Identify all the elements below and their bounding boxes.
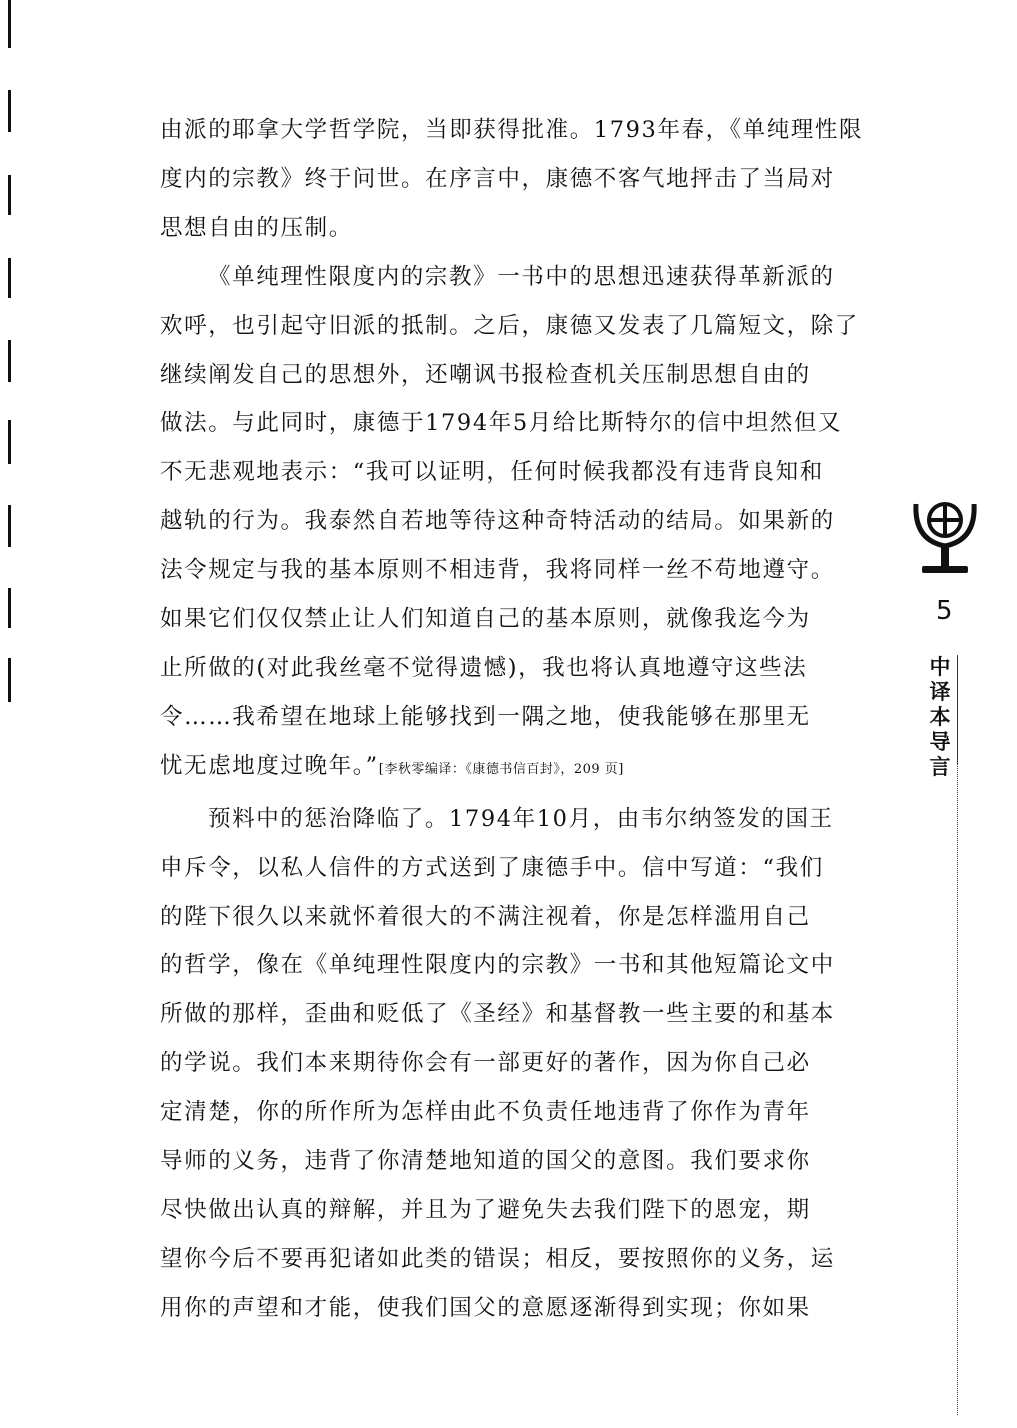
binding-mark [8, 0, 11, 48]
running-title-char: 译 [929, 680, 951, 704]
paragraph [160, 795, 865, 1333]
text-line: 不无悲观地表示：“我可以证明，任何时候我都没有违背良知和 [160, 459, 824, 486]
binding-mark [8, 340, 11, 382]
margin-dotted-rule [957, 655, 958, 1415]
text-line: 做法。与此同时，康德于1794年5月给比斯特尔的信中坦然但又 [160, 410, 843, 437]
citation: [李秋零编译：《康德书信百封》，209 页] [378, 761, 624, 777]
binding-mark [8, 420, 11, 464]
binding-mark [8, 90, 11, 132]
text-line: 欢呼，也引起守旧派的抵制。之后，康德又发表了几篇短文，除了 [160, 312, 859, 339]
running-title-char: 言 [929, 755, 951, 779]
text-line: 《单纯理性限度内的宗教》一书中的思想迅速获得革新派的 [208, 263, 835, 290]
page-number: 5 [936, 596, 953, 626]
text-line: 思想自由的压制。 [160, 214, 353, 241]
text-line: 用你的声望和才能，使我们国父的意愿逐渐得到实现；你如果 [160, 1294, 811, 1321]
binding-mark [8, 258, 11, 298]
text-line-body: 忧无虑地度过晚年。” [160, 752, 379, 779]
text-line: 继续阐发自己的思想外，还嘲讽书报检查机关压制思想自由的 [160, 361, 811, 388]
text-line: 法令规定与我的基本原则不相违背，我将同样一丝不苟地遵守。 [160, 557, 835, 584]
text-line: 定清楚，你的所作所为怎样由此不负责任地违背了你作为青年 [160, 1099, 811, 1126]
text-line: 如果它们仅仅禁止让人们知道自己的基本原则，就像我迄今为 [160, 606, 811, 633]
text-line: 令……我希望在地球上能够找到一隅之地，使我能够在那里无 [160, 703, 811, 730]
text-line: 的哲学，像在《单纯理性限度内的宗教》一书和其他短篇论文中 [160, 952, 835, 979]
running-title-char: 中 [929, 655, 951, 679]
text-line: 度内的宗教》终于问世。在序言中，康德不客气地抨击了当局对 [160, 165, 835, 192]
text-line: 尽快做出认真的辩解，并且为了避免失去我们陛下的恩宠，期 [160, 1196, 811, 1223]
text-line [160, 742, 865, 795]
text-line: 由派的耶拿大学哲学院，当即获得批准。1793年春，《单纯理性限 [160, 117, 864, 143]
text-line: 望你今后不要再犯诸如此类的错误；相反，要按照你的义务，运 [160, 1245, 835, 1272]
binding-mark [8, 505, 11, 547]
text-line: 所做的那样，歪曲和贬低了《圣经》和基督教一些主要的和基本 [160, 1001, 835, 1028]
running-title-char: 本 [929, 705, 951, 729]
text-line: 预料中的惩治降临了。1794年10月，由韦尔纳签发的国王 [208, 805, 834, 832]
series-logo-icon [910, 490, 980, 580]
text-line: 导师的义务，违背了你清楚地知道的国父的意图。我们要求你 [160, 1148, 811, 1175]
text-line: 的陛下很久以来就怀着很大的不满注视着，你是怎样滥用自己 [160, 903, 811, 930]
text-line: 申斥令，以私人信件的方式送到了康德手中。信中写道：“我们 [160, 854, 824, 881]
text-line: 越轨的行为。我泰然自若地等待这种奇特活动的结局。如果新的 [160, 508, 835, 535]
binding-mark [8, 658, 11, 702]
text-line: 的学说。我们本来期待你会有一部更好的著作，因为你自己必 [160, 1050, 811, 1077]
paragraph [160, 253, 865, 795]
text-line: 止所做的(对此我丝毫不觉得遗憾)，我也将认真地遵守这些法 [160, 654, 808, 681]
running-title-char: 导 [929, 730, 951, 754]
binding-mark [8, 588, 11, 628]
paragraph [160, 106, 865, 253]
running-title [925, 655, 955, 780]
binding-mark [8, 175, 11, 215]
body-text [160, 106, 865, 1333]
